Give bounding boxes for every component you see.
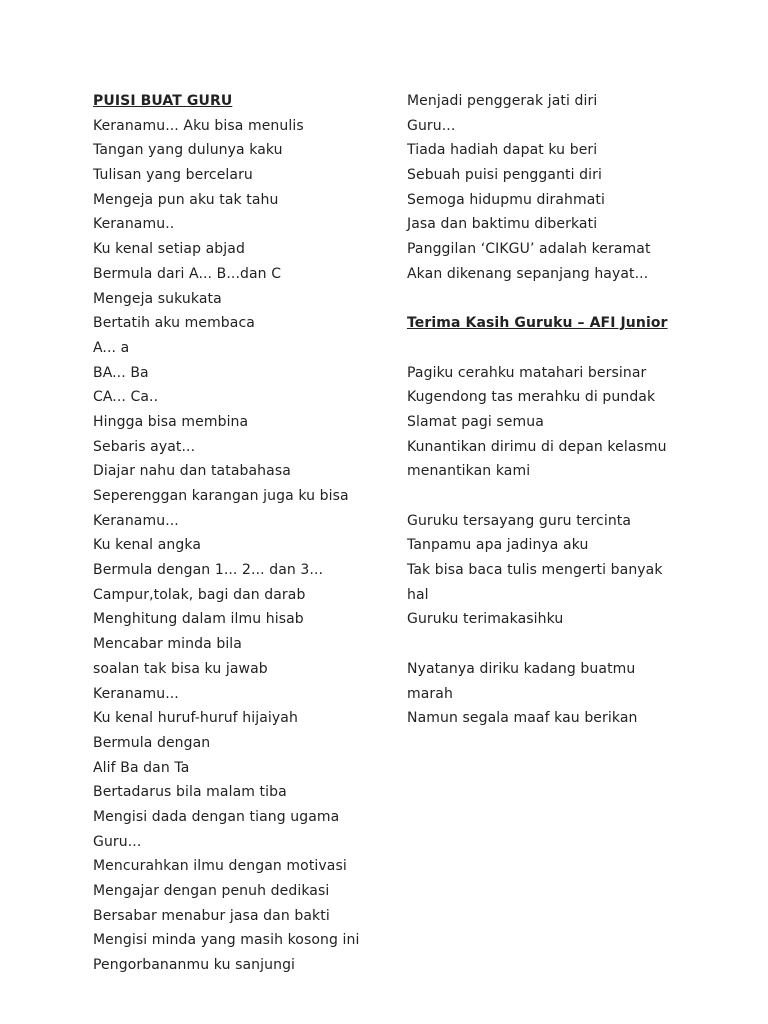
poem-line: CA... Ca.. (93, 389, 159, 406)
poem-line: Akan dikenang sepanjang hayat... (407, 265, 649, 282)
stanza-break (407, 287, 707, 312)
poem-line: Keranamu.. (93, 216, 175, 233)
poem-line: Keranamu... (93, 512, 179, 529)
poem-line: Menghitung dalam ilmu hisab (93, 611, 304, 628)
stanza-break (407, 336, 707, 361)
poem-line: Sebaris ayat... (93, 438, 196, 455)
poem-line: Mengajar dengan penuh dedikasi (93, 883, 330, 899)
poem-line: Guru... (407, 117, 456, 134)
poem-line: Tak bisa baca tulis mengerti banyak (407, 562, 663, 579)
poem-line: Bermula dari A... B...dan C (93, 265, 282, 282)
poem-line: Panggilan ‘CIKGU’ adalah keramat (407, 241, 651, 258)
poem-line: hal (407, 586, 429, 603)
poem-line: Tangan yang dulunya kaku (93, 142, 283, 159)
poem-line: Mencurahkan ilmu dengan motivasi (93, 858, 347, 875)
poem-title: Terima Kasih Guruku – AFI Junior (407, 315, 668, 332)
poem-line: Keranamu... Aku bisa menulis (93, 117, 304, 134)
poem-line: Hingga bisa membina (93, 413, 249, 430)
poem-line: Bermula dengan (93, 734, 211, 751)
stanza-break (407, 484, 707, 509)
poem-line: Menjadi penggerak jati diri (407, 93, 598, 109)
poem-line: BA... Ba (93, 364, 149, 381)
poem-line: Ku kenal huruf-huruf hijaiyah (93, 710, 298, 727)
poem-line: Pagiku cerahku matahari bersinar (407, 364, 647, 381)
right-column (407, 89, 707, 731)
poem-line: Namun segala maaf kau berikan (407, 710, 638, 727)
poem-line: Bertadarus bila malam tiba (93, 784, 287, 801)
poem-line: Tanpamu apa jadinya aku (407, 537, 589, 554)
poem-line: Semoga hidupmu dirahmati (407, 191, 605, 208)
poem-line: Jasa dan baktimu diberkati (407, 216, 598, 233)
poem-line: Pengorbananmu ku sanjungi (93, 957, 296, 974)
poem-line: Tiada hadiah dapat ku beri (407, 142, 598, 159)
poem-line: Ku kenal angka (93, 537, 201, 554)
poem-line: soalan tak bisa ku jawab (93, 660, 268, 677)
poem-line: Slamat pagi semua (407, 413, 544, 430)
poem-line: Mengisi minda yang masih kosong ini (93, 932, 360, 949)
poem-line: Ku kenal setiap abjad (93, 241, 245, 258)
poem-line: A... a (93, 339, 130, 356)
poem-line: Sebuah puisi pengganti diri (407, 167, 602, 184)
poem-line: Alif Ba dan Ta (93, 759, 190, 776)
poem-line: Kugendong tas merahku di pundak (407, 389, 656, 406)
poem-line: Nyatanya diriku kadang buatmu (407, 660, 636, 677)
poem-line: Seperenggan karangan juga ku bisa (93, 488, 349, 504)
poem-line: Guru... (93, 833, 142, 850)
left-column (93, 89, 393, 978)
poem-line: Diajar nahu dan tatabahasa (93, 463, 291, 480)
poem-line: Bertatih aku membaca (93, 315, 255, 332)
poem-line: Bersabar menabur jasa dan bakti (93, 907, 330, 924)
poem-line: Mengeja sukukata (93, 290, 222, 307)
poem-line: Tulisan yang bercelaru (93, 167, 253, 184)
poem-line: Mencabar minda bila (93, 636, 242, 653)
poem-line: Mengisi dada dengan tiang ugama (93, 808, 340, 825)
poem-line: Kunantikan dirimu di depan kelasmu (407, 438, 667, 455)
poem-line: marah (407, 685, 453, 702)
poem-line: Mengeja pun aku tak tahu (93, 191, 279, 208)
poem-line: Campur,tolak, bagi dan darab (93, 586, 306, 603)
poem-line: Guruku tersayang guru tercinta (407, 512, 632, 529)
poem-line: menantikan kami (407, 463, 531, 480)
poem-line: Guruku terimakasihku (407, 611, 564, 628)
poem-line: Bermula dengan 1... 2... dan 3... (93, 562, 324, 579)
poem-line: Keranamu... (93, 685, 179, 702)
poem-title: PUISI BUAT GURU (93, 93, 233, 109)
stanza-break (407, 632, 707, 657)
